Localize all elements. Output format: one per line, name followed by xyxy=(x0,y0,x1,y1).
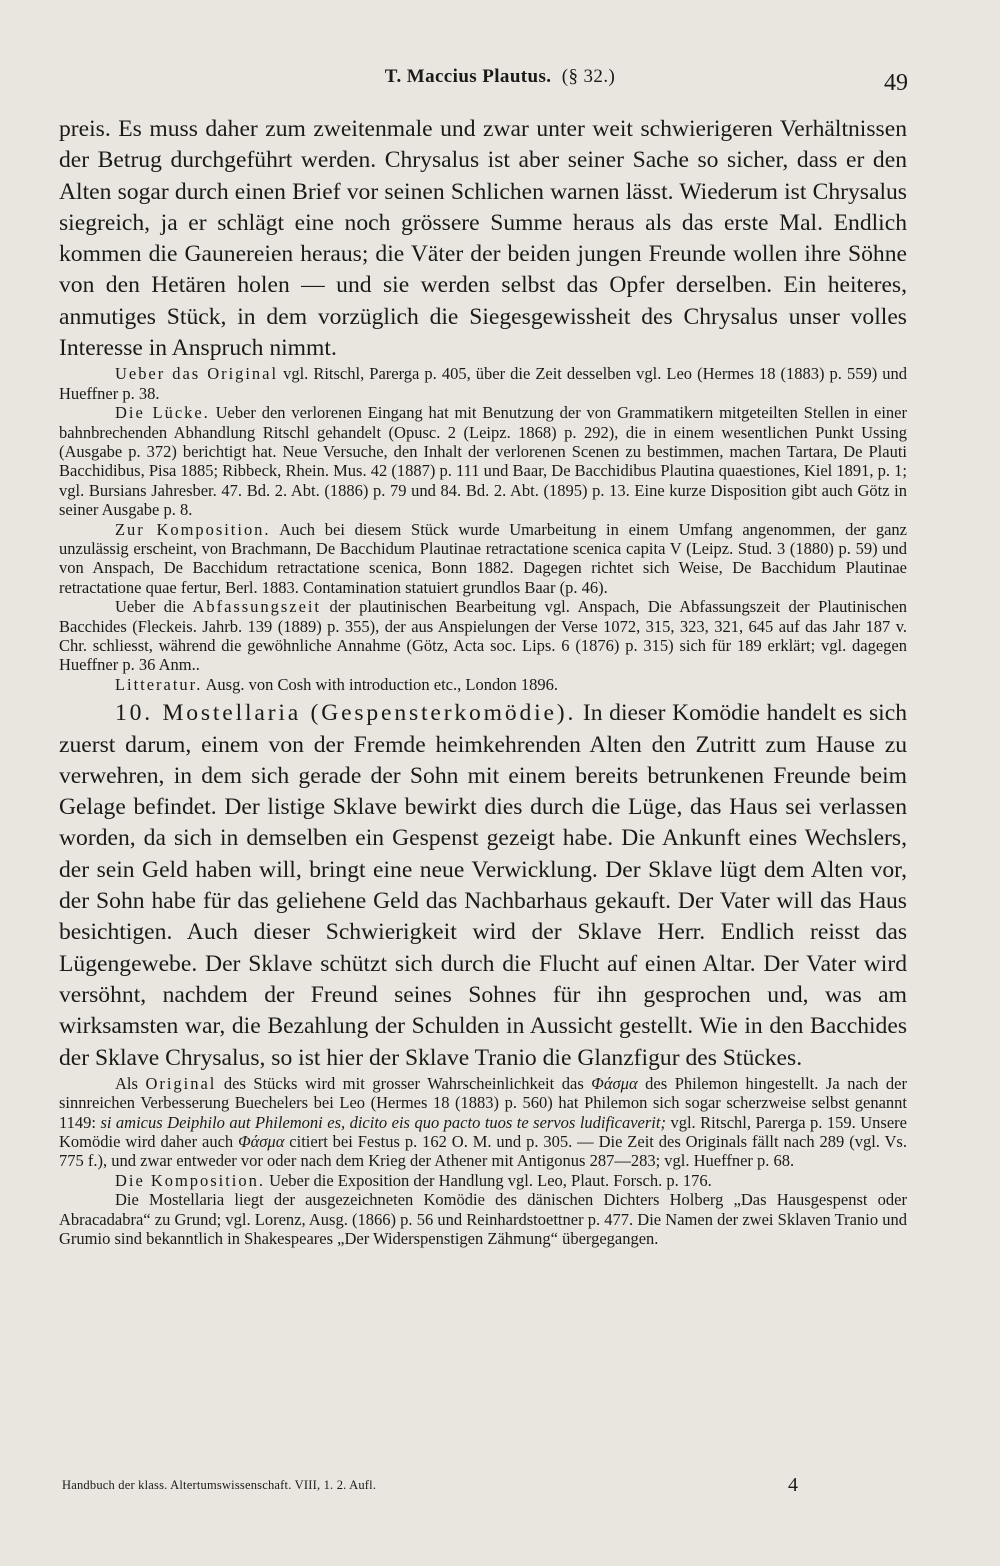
page-footer xyxy=(62,1474,822,1500)
note-litteratur xyxy=(59,675,907,694)
note-heading: Die Komposition. xyxy=(115,1170,265,1190)
note-text: Ueber die Exposition der Handlung vgl. Leo, Plaut. Forsch. p. 176. xyxy=(264,1170,712,1190)
note-text: vgl. Ritschl, Parerga p. 159. Unsere Komödie wird daher auch xyxy=(59,1112,907,1152)
running-title xyxy=(0,66,1000,88)
page-body xyxy=(59,114,907,1249)
note-heading: Litteratur. xyxy=(115,674,203,694)
note-abfassungszeit xyxy=(59,597,907,675)
note-komposition xyxy=(59,520,907,598)
page-number: 49 xyxy=(884,70,908,96)
section-heading-mostellaria: 10. Mostellaria (Gespensterkomödie). xyxy=(115,700,577,727)
paragraph-text: In dieser Komödie handelt es sich zuerst darum, einem von der Fremde heimkehrenden Alten den Zutritt zum Hause zu verwehren, in dem sich gerade der Sohn mit einem bereits betrunkenen Freunde beim Gelage befindet. Der listige Sklave bewirkt dies durch die Lüge, das Haus sei verlassen worden, da sich in demselben ein Gespenst gezeigt habe. Die Ankunft eines Wechslers, der sein Geld haben will, bringt eine neue Verwicklung. Der Sklave lügt dem Alten vor, der Sohn habe für das geliehene Geld das Nachbarhaus gekauft. Der Vater will das Haus besichtigen. Auch dieser Schwierigkeit wird der Sklave Herr. Endlich reisst das Lügengewebe. Der Sklave schützt sich durch die Flucht auf einen Altar. Der Vater wird versöhnt, nachdem der Freund seines Sohnes für ihn gesprochen und, was am wirksamsten war, die Bezahlung der Schulden in Aussicht gestellt. Wie in den Bacchides der Sklave Chrysalus, so ist hier der Sklave Tranio die Glanzfigur des Stückes. xyxy=(59,700,907,1071)
signature-mark: 4 xyxy=(788,1474,798,1496)
section-ref: (§ 32.) xyxy=(561,66,616,87)
note-heading: Original xyxy=(145,1073,217,1093)
series-line: Handbuch der klass. Altertumswissenschaft. VIII, 1. 2. Aufl. xyxy=(62,1478,377,1492)
note-text: vgl. Ritschl, Parerga p. 405, über die Zeit desselben vgl. Leo (Hermes 18 (1883) p. 559) und Hueffner p. 38. xyxy=(59,364,907,403)
note-komposition-mostellaria xyxy=(59,1171,907,1190)
body-paragraph-bacchides: preis. Es muss daher zum zweitenmale und zwar unter weit schwierigeren Verhältnissen der Betrug durchgeführt werden. Chrysalus ist aber seiner Sache so sicher, dass er den Alten sogar durch einen Brief vor seinen Schlichen warnen lässt. Wiederum ist Chrysalus siegreich, ja er schlägt eine noch grössere Summe heraus als das erste Mal. Endlich kommen die Gaunereien heraus; die Väter der beiden jungen Freunde wollen ihre Söhne von den Hetären holen — und sie werden selbst das Opfer derselben. Ein heiteres, anmutiges Stück, in dem vorzüglich die Siegesgewissheit des Chrysalus unser volles Interesse in Anspruch nimmt. xyxy=(59,116,907,362)
note-luecke xyxy=(59,403,907,519)
latin-quotation: si amicus Deiphilo aut Philemoni es, dicito eis quo pacto tuos te servos ludificaverit; xyxy=(100,1112,666,1132)
note-text: citiert bei Festus p. 162 O. M. und p. 305. — Die Zeit des Originals fällt nach 289 (vgl. Vs. 775 f.), und zwar entweder vor oder nach dem Krieg der Athener mit Antigonus 287—283; vgl. Hueffner p. 68. xyxy=(59,1132,907,1171)
note-holberg: Die Mostellaria liegt der ausgezeichneten Komödie des dänischen Dichters Holberg „Das Hausgespenst oder Abracadabra“ zu Grund; vgl. Lorenz, Ausg. (1866) p. 56 und Reinhardstoettner p. 477. Die Namen der zwei Sklaven Tranio und Grumio sind bekanntlich in Shakespeares „Der Widerspenstigen Zähmung“ übergegangen. xyxy=(59,1190,907,1249)
note-heading: Zur Komposition. xyxy=(115,519,271,539)
body-paragraph-mostellaria xyxy=(59,698,907,1074)
note-text: des Philemon hingestellt. Ja nach der sinnreichen Verbesserung Buechelers bei Leo (Hermes 18 (1883) p. 560) hat Philemon sich sogar scherzweise selbst genannt 1149: xyxy=(59,1073,907,1132)
note-text: Ausg. von Cosh with introduction etc., London 1896. xyxy=(202,674,558,694)
note-original xyxy=(59,364,907,403)
greek-title: Φάσμα xyxy=(591,1073,638,1093)
running-head xyxy=(0,62,1000,96)
author-name: T. Maccius Plautus. xyxy=(384,66,552,87)
note-prefix: Ueber die xyxy=(115,597,193,617)
note-heading: Ueber das Original xyxy=(115,364,279,384)
note-prefix: Als xyxy=(115,1073,146,1093)
note-text: des Stücks wird mit grosser Wahrscheinlichkeit das xyxy=(216,1073,592,1093)
note-heading: Abfassungszeit xyxy=(192,597,322,617)
note-original-mostellaria xyxy=(59,1074,907,1171)
note-text: Auch bei diesem Stück wurde Umarbeitung in einem Umfang angenommen, der ganz unzulässig erscheint, von Brachmann, De Bacchidum Plautinae retractatione scenica capita V (Leipz. Stud. 3 (1880) p. 59) und von Anspach, De Bacchidum retractatione scenica, Bonn 1882. Dagegen richtet sich Weise, De Bacchidum Plautinae retractatione quae fertur, Berl. 1883. Contamination statuiert grundlos Baar (p. 46). xyxy=(59,519,907,597)
greek-title: Φάσμα xyxy=(238,1132,285,1152)
note-text: Ueber den verlorenen Eingang hat mit Benutzung der von Grammatikern mitgeteilten Stellen in einer bahnbrechenden Abhandlung Ritschl gehandelt (Opusc. 2 (Leipz. 1868) p. 292), die in einem wesentlichen Punkt Ussing (Ausgabe p. 372) berichtigt hat. Neue Versuche, den Inhalt der verlorenen Scenen zu bestimmen, machen Tartara, De Plauti Bacchidibus, Pisa 1885; Ribbeck, Rhein. Mus. 42 (1887) p. 111 und Baar, De Bacchidibus Plautina quaestiones, Kiel 1891, p. 1; vgl. Bursians Jahresber. 47. Bd. 2. Abt. (1886) p. 79 und 84. Bd. 2. Abt. (1895) p. 13. Eine kurze Disposition gibt auch Götz in seiner Ausgabe p. 8. xyxy=(59,403,907,520)
note-text: der plautinischen Bearbeitung vgl. Anspach, Die Abfassungszeit der Plautinischen Bacchides (Fleckeis. Jahrb. 139 (1889) p. 355), der aus Anspielungen der Verse 1072, 315, 323, 321, 645 auf das Jahr 187 v. Chr. schliesst, während die gewöhnliche Annahme (Götz, Acta soc. Lips. 6 (1876) p. 315) sich für 189 erklärt; vgl. dagegen Hueffner p. 36 Anm.. xyxy=(59,597,908,675)
note-heading: Die Lücke. xyxy=(115,403,210,423)
